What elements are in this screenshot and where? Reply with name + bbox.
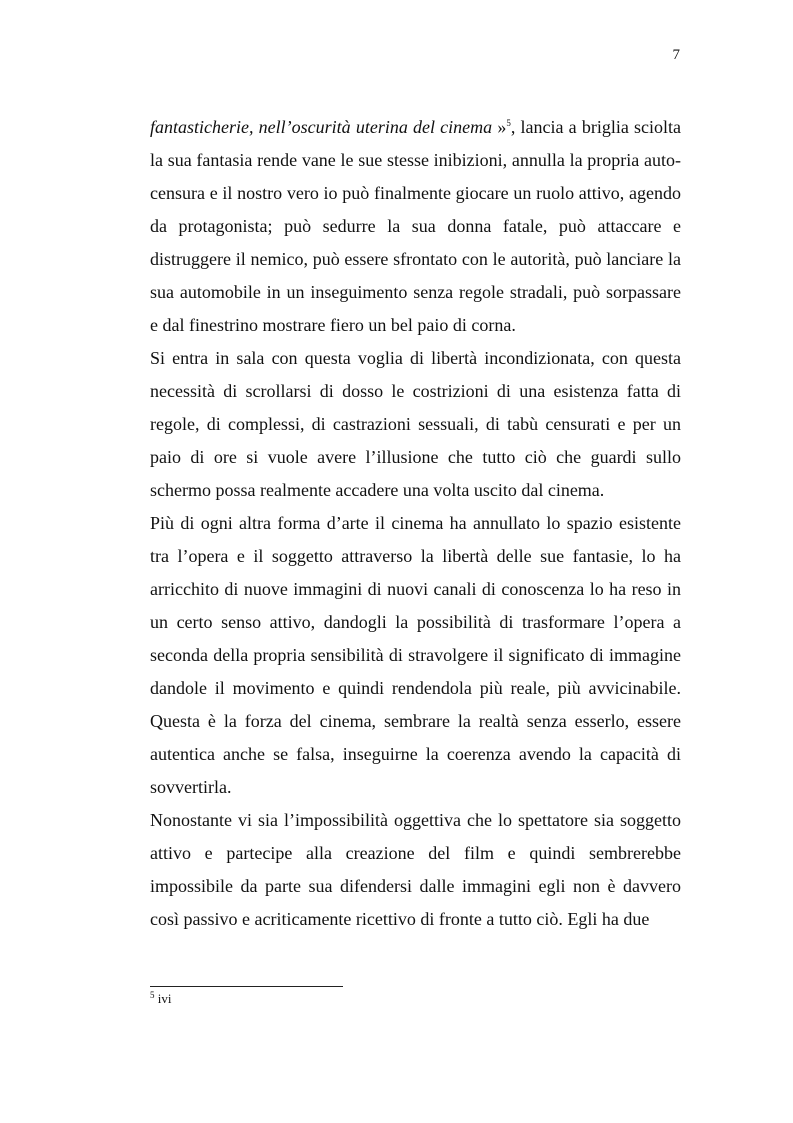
paragraph-4: Nonostante vi sia l’impossibilità oggettiva che lo spettatore sia soggetto attivo e partecipe alla creazione del film e quindi sembrerebbe impossibile da parte sua difendersi dalle immagini egli non è davvero così passivo e acriticamente ricettivo di fronte a tutto ciò. Egli ha due xyxy=(150,810,681,929)
paragraph-1 xyxy=(150,111,681,342)
footnote-number: 5 xyxy=(150,990,155,1000)
footnote-text: ivi xyxy=(154,991,172,1006)
quote-close: » xyxy=(492,117,507,137)
italic-quote: fantasticherie, nell’oscurità uterina del cinema xyxy=(150,117,493,137)
page-number: 7 xyxy=(672,47,680,63)
paragraph-2: Si entra in sala con questa voglia di libertà incondizionata, con questa necessità di scrollarsi di dosso le costrizioni di una esistenza fatta di regole, di complessi, di castrazioni sessuali, di tabù censurati e per un paio di ore si vuole avere l’illusione che tutto ciò che guardi sullo schermo possa realmente accadere una volta uscito dal cinema. xyxy=(150,348,681,500)
footnote-separator xyxy=(150,986,343,987)
footnote-reference[interactable]: 5 xyxy=(506,118,511,128)
paragraph-3: Più di ogni altra forma d’arte il cinema ha annullato lo spazio esistente tra l’opera e il soggetto attraverso la libertà delle sue fantasie, lo ha arricchito di nuove immagini di nuovi canali di conoscenza lo ha reso in un certo senso attivo, dandogli la possibilità di trasformare l’opera a seconda della propria sensibilità di stravolgere il significato di immagine dandole il movimento e quindi rendendola più reale, più avvicinabile. Questa è la forza del cinema, sembrare la realtà senza esserlo, essere autentica anche se falsa, inseguirne la coerenza avendo la capacità di sovvertirla. xyxy=(150,513,681,797)
paragraph-1-text: , lancia a briglia sciolta la sua fantasia rende vane le sue stesse inibizioni, annulla la propria auto-censura e il nostro vero io può finalmente giocare un ruolo attivo, agendo da protagonista; può sedurre la sua donna fatale, può attaccare e distruggere il nemico, può essere sfrontato con le autorità, può lanciare la sua automobile in un inseguimento senza regole stradali, può sorpassare e dal finestrino mostrare fiero un bel paio di corna. xyxy=(150,117,681,335)
footnote xyxy=(150,991,171,1007)
body-text xyxy=(150,111,681,936)
